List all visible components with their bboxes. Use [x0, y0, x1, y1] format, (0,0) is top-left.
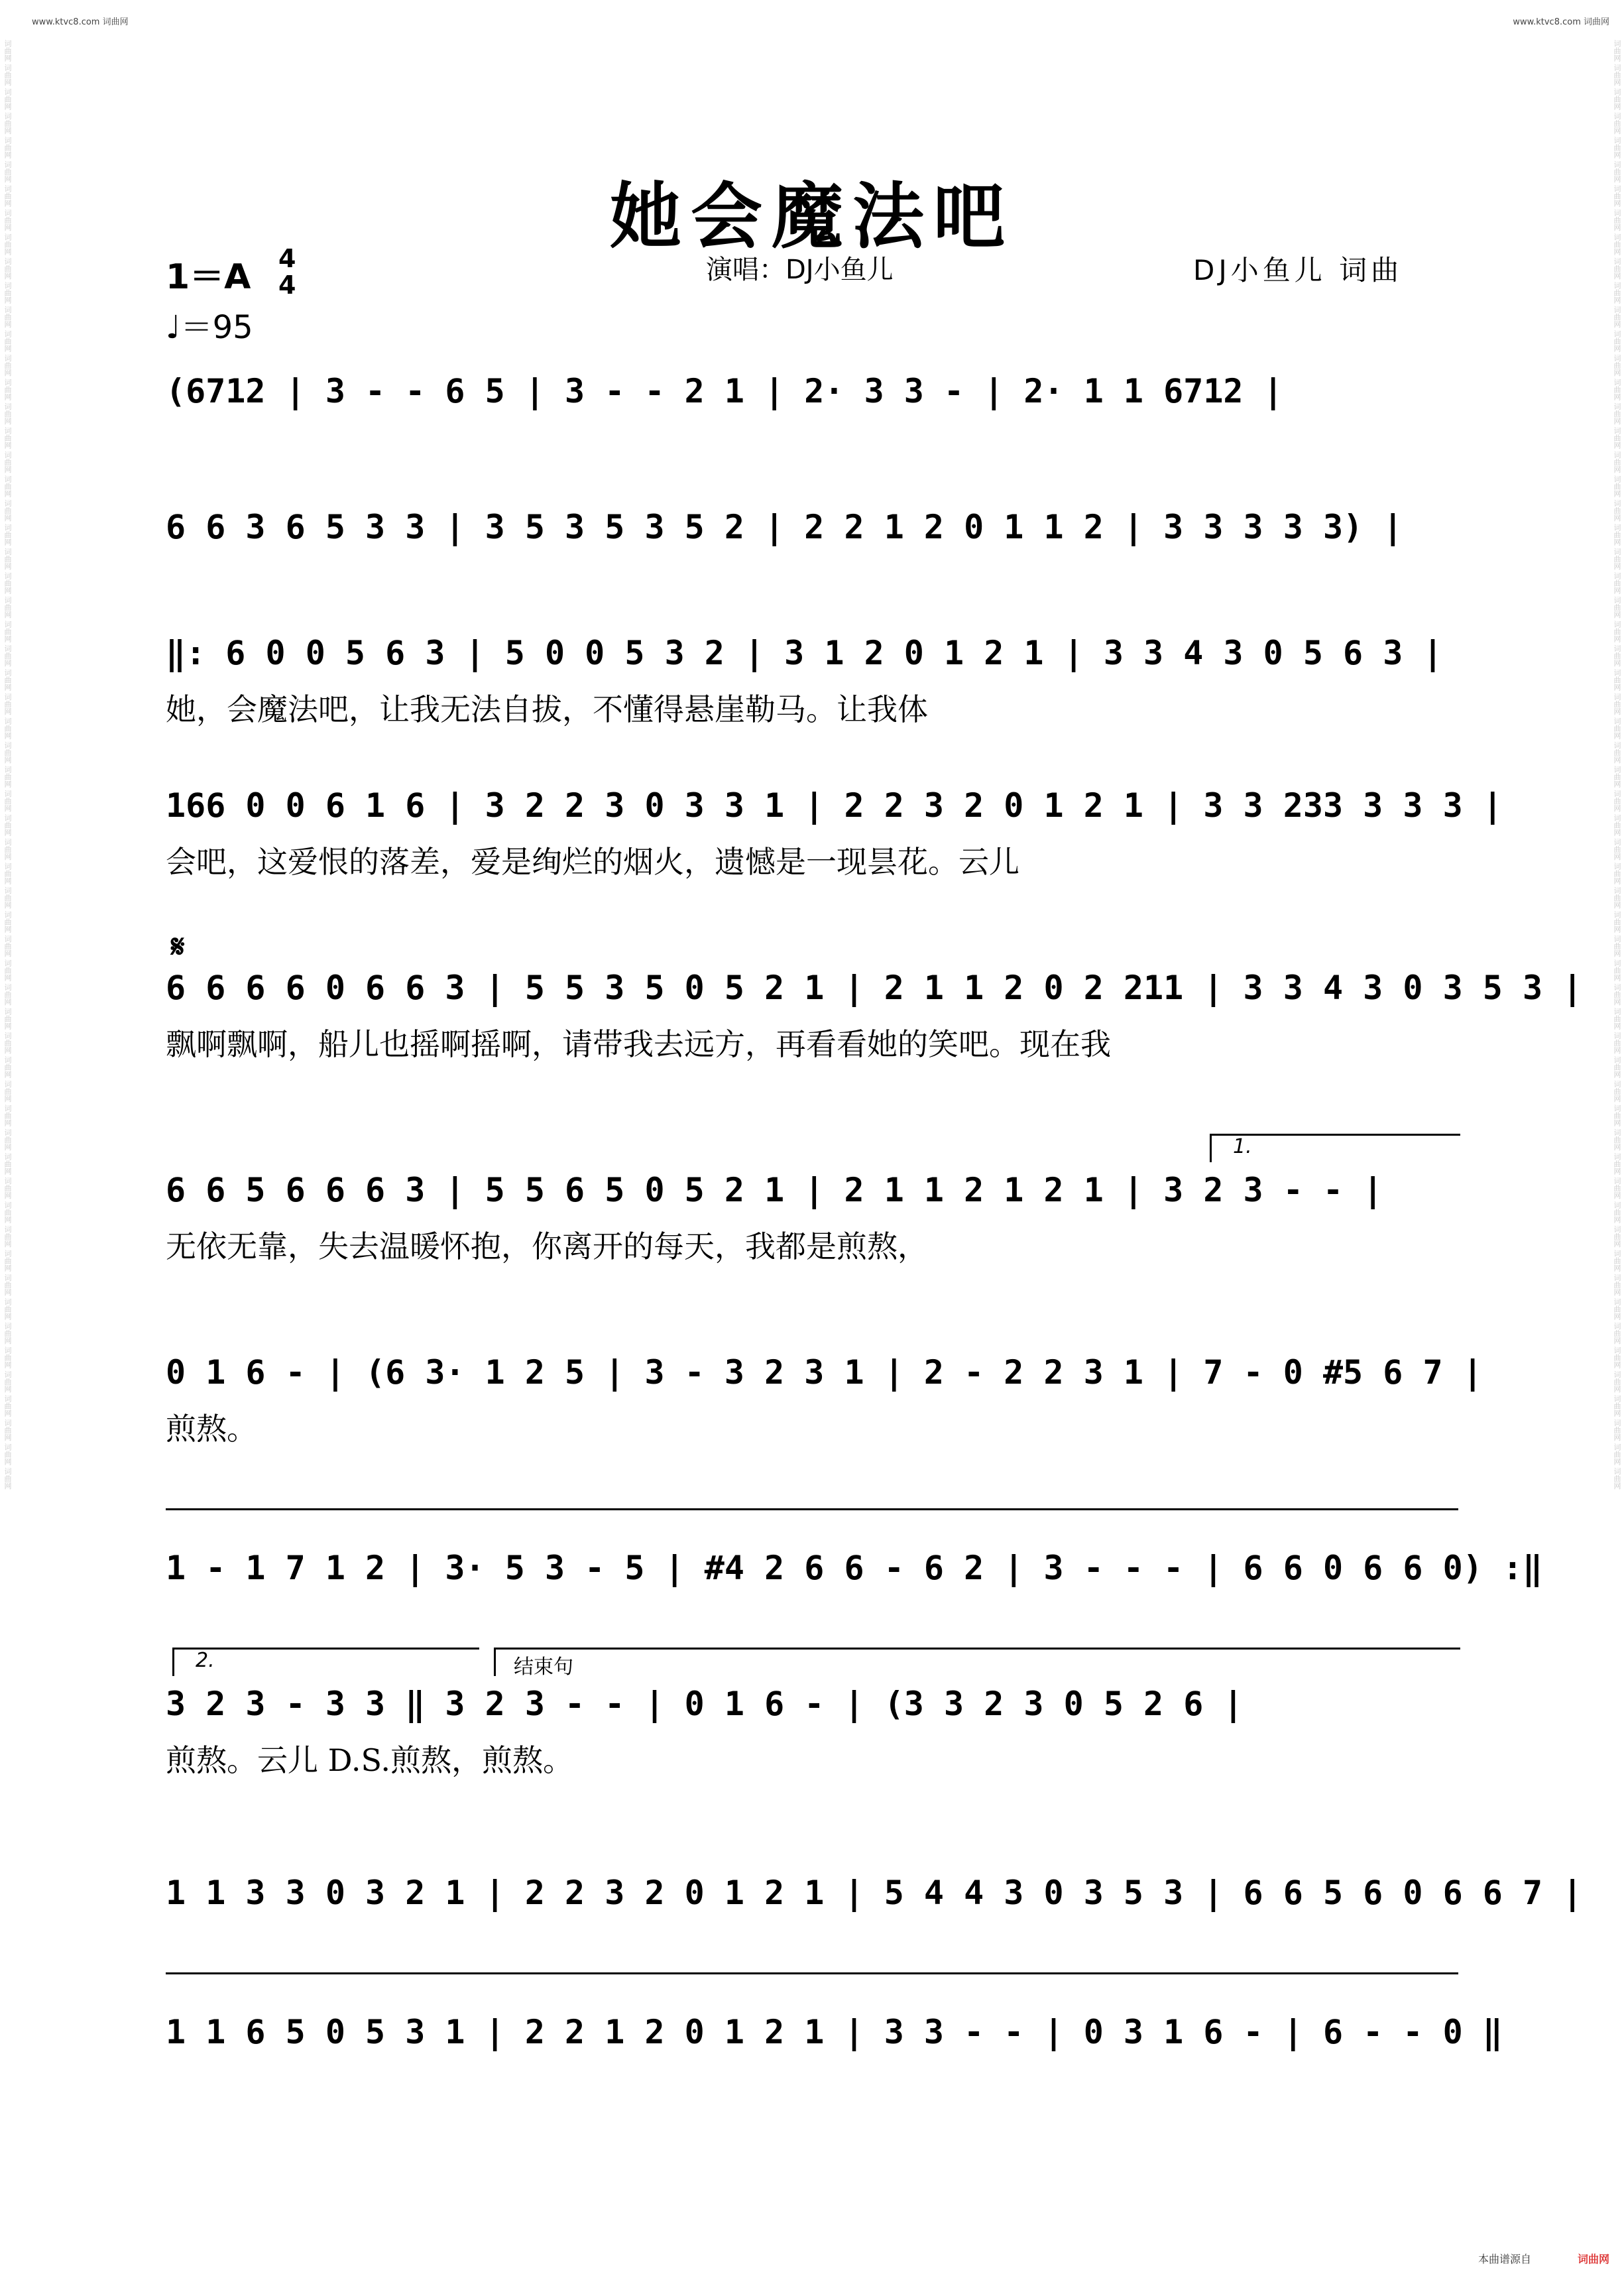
score-system: [166, 782, 1503, 883]
footer-source-label: 本曲谱源自: [1478, 2253, 1532, 2265]
notation-line: 3 2 3 - 3 3 ‖ 3 2 3 - - | 0 1 6 - | (3 3 2 3 0 5 2 6 |: [166, 1685, 1244, 1723]
lyrics-line: 煎熬。云儿 D.S.煎熬，煎熬。: [166, 1742, 573, 1778]
coda-bracket: [494, 1648, 1460, 1676]
lyrics-line: 她，会魔法吧，让我无法自拔，不懂得悬崖勒马。让我体: [166, 691, 928, 727]
performer-credit: 演唱：DJ小鱼儿: [706, 255, 894, 285]
score-system: [166, 1649, 1458, 1781]
lyrics-line: 飘啊飘啊，船儿也摇啊摇啊，请带我去远方，再看看她的笑吧。现在我: [166, 1026, 1111, 1062]
volta-bracket: [172, 1648, 479, 1676]
score-system: [166, 2009, 1503, 2055]
phrase-line: [166, 1508, 1458, 1510]
lyrics-line: 煎熬。: [166, 1411, 257, 1447]
notation-line: (6712 | 3 - - 6 5 | 3 - - 2 1 | 2· 3 3 - | 2· 1 1 6712 |: [166, 372, 1283, 410]
score-system: [166, 504, 1458, 550]
segno-icon: 𝄋: [171, 928, 185, 965]
footer-site-logo: 词曲网: [1577, 2253, 1609, 2265]
watermark-top-right: www.ktvc8.com 词曲网: [1513, 17, 1609, 27]
score-system: [166, 630, 1458, 731]
lyrics-line: 会吧，这爱恨的落差，爱是绚烂的烟火，遗憾是一现昙花。云儿: [166, 844, 1019, 880]
phrase-line: [166, 1972, 1458, 1974]
notation-line: 0 1 6 - | (6 3· 1 2 5 | 3 - 3 2 3 1 | 2 - 2 2 3 1 | 7 - 0 #5 6 7 |: [166, 1353, 1483, 1392]
tempo-marking: ♩＝95: [166, 309, 253, 346]
score-system: [166, 1349, 1483, 1450]
notation-line: 1 - 1 7 1 2 | 3· 5 3 - 5 | #4 2 6 6 - 6 2 | 3 - - - | 6 6 0 6 6 0) :‖: [166, 1549, 1543, 1587]
time-signature-top: 4: [278, 244, 296, 273]
coda-label: 结束句: [514, 1655, 573, 1679]
time-signature: [278, 245, 296, 298]
notation-line: 1 1 6 5 0 5 3 1 | 2 2 1 2 0 1 2 1 | 3 3 - - | 0 3 1 6 - | 6 - - 0 ‖: [166, 2013, 1503, 2051]
side-watermark-right: 词曲网 词曲网 词曲网 词曲网 词曲网 词曲网 词曲网 词曲网 词曲网 词曲网 词曲网 词曲网 词曲网 词曲网 词曲网 词曲网 词曲网 词曲网 词曲网 词曲网 词曲网 词曲网 词曲网 词曲网 词曲网 词曲网 词曲网 词曲网 词曲网 词曲网 词曲网 词曲网 词曲网 词曲网 词曲网 词曲网 词曲网 词曲网 词曲网 词曲网 词曲网 词曲网 词曲网 词曲网 词曲网 词曲网 词曲网 词曲网 词曲网 词曲网 词曲网 词曲网 词曲网 词曲网 词曲网 词曲网 词曲网 词曲网 词曲网 词曲网: [1613, 40, 1621, 1490]
song-title: 她会魔法吧: [609, 175, 1014, 259]
author-credit: DJ小鱼儿 词曲: [1193, 254, 1403, 286]
watermark-top-left: www.ktvc8.com 词曲网: [32, 17, 129, 27]
score-system: [166, 1135, 1458, 1268]
notation-line: 166 0 0 6 1 6 | 3 2 2 3 0 3 3 1 | 2 2 3 2 0 1 2 1 | 3 3 233 3 3 3 |: [166, 786, 1503, 825]
score-system: [166, 965, 1583, 1065]
lyrics-line: 无依无靠，失去温暖怀抱，你离开的每天，我都是煎熬，: [166, 1229, 928, 1264]
score-system: [166, 368, 1458, 414]
volta-label: 1.: [1233, 1135, 1252, 1158]
notation-line: 6 6 3 6 5 3 3 | 3 5 3 5 3 5 2 | 2 2 1 2 0 1 1 2 | 3 3 3 3 3) |: [166, 508, 1403, 546]
notation-line: 6 6 6 6 0 6 6 3 | 5 5 3 5 0 5 2 1 | 2 1 1 2 0 2 211 | 3 3 4 3 0 3 5 3 |: [166, 969, 1583, 1007]
score-system: [166, 1545, 1543, 1591]
score-system: [166, 1870, 1583, 1916]
key-signature: 1＝A: [166, 257, 251, 297]
side-watermark-left: 词曲网 词曲网 词曲网 词曲网 词曲网 词曲网 词曲网 词曲网 词曲网 词曲网 词曲网 词曲网 词曲网 词曲网 词曲网 词曲网 词曲网 词曲网 词曲网 词曲网 词曲网 词曲网 词曲网 词曲网 词曲网 词曲网 词曲网 词曲网 词曲网 词曲网 词曲网 词曲网 词曲网 词曲网 词曲网 词曲网 词曲网 词曲网 词曲网 词曲网 词曲网 词曲网 词曲网 词曲网 词曲网 词曲网 词曲网 词曲网 词曲网 词曲网 词曲网 词曲网 词曲网 词曲网 词曲网 词曲网 词曲网 词曲网 词曲网 词曲网: [3, 40, 12, 1490]
notation-line: ‖: 6 0 0 5 6 3 | 5 0 0 5 3 2 | 3 1 2 0 1 2 1 | 3 3 4 3 0 5 6 3 |: [166, 634, 1443, 672]
volta-label: 2.: [196, 1649, 215, 1672]
notation-line: 6 6 5 6 6 6 3 | 5 5 6 5 0 5 2 1 | 2 1 1 2 1 2 1 | 3 2 3 - - |: [166, 1171, 1383, 1209]
notation-line: 1 1 3 3 0 3 2 1 | 2 2 3 2 0 1 2 1 | 5 4 4 3 0 3 5 3 | 6 6 5 6 0 6 6 7 |: [166, 1874, 1583, 1912]
time-signature-bottom: 4: [278, 270, 296, 300]
